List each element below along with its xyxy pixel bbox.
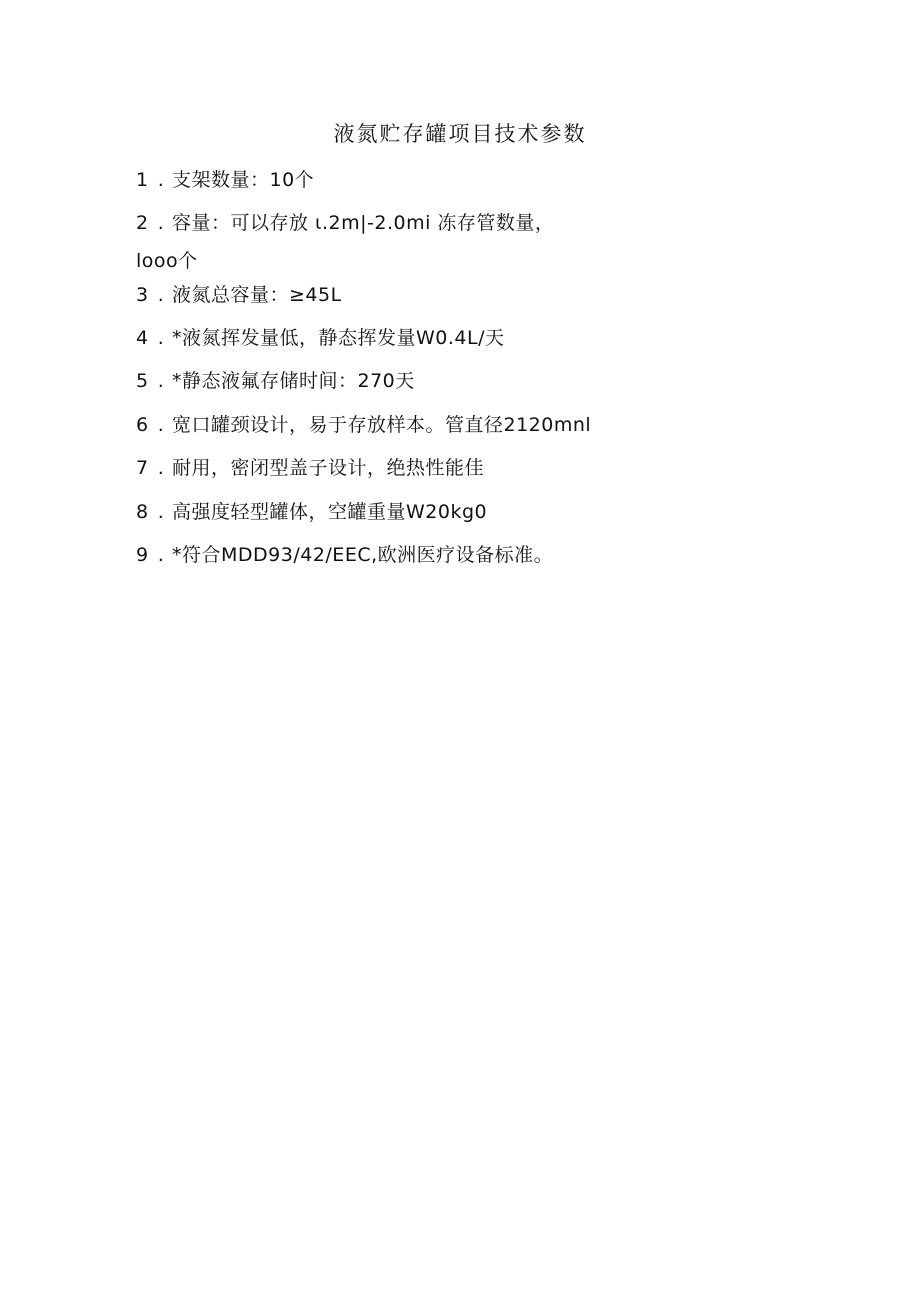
parameter-item-7 [136,455,756,481]
item-text: 高强度轻型罐体，空罐重量W20kg0 [172,501,488,523]
item-text: 支架数量：10个 [172,169,315,191]
item-text: *液氮挥发量低，静态挥发量W0.4L/天 [172,327,505,349]
item-separator: . [157,414,165,436]
document-title: 液氮贮存罐项目技术参数 [333,122,587,146]
item-first-line [136,210,756,236]
item-text: 耐用，密闭型盖子设计，绝热性能佳 [172,457,485,479]
parameter-item-4 [136,325,756,351]
item-text: *静态液氟存储时间：270天 [172,370,415,392]
item-separator: . [157,370,165,392]
parameter-item-5 [136,368,756,394]
item-separator: . [157,284,165,306]
item-number: 6 [136,414,149,436]
item-number: 8 [136,501,149,523]
item-separator: . [157,169,165,191]
item-number: 1 [136,169,149,191]
item-number: 7 [136,457,149,479]
item-separator: . [157,544,165,566]
item-text: *符合MDD93/42/EEC,欧洲医疗设备标准。 [172,544,554,566]
parameter-item-9 [136,542,756,568]
item-separator: . [157,501,165,523]
item-number: 9 [136,544,149,566]
item-separator: . [157,457,165,479]
item-text: 容量：可以存放 ι.2m|-2.0mi 冻存管数量， [172,212,555,234]
item-continuation: looo个 [136,250,198,272]
item-separator: . [157,212,165,234]
parameter-item-1 [136,167,756,193]
item-text: 液氮总容量：≥45L [172,284,342,306]
parameter-item-2 [136,210,756,274]
item-number: 3 [136,284,149,306]
parameter-item-3 [136,282,756,308]
item-text: 宽口罐颈设计，易于存放样本。管直径2120mnl [172,414,592,436]
item-number: 4 [136,327,149,349]
parameter-item-6 [136,412,756,438]
item-number: 2 [136,212,149,234]
item-separator: . [157,327,165,349]
item-number: 5 [136,370,149,392]
parameter-item-8 [136,499,756,525]
